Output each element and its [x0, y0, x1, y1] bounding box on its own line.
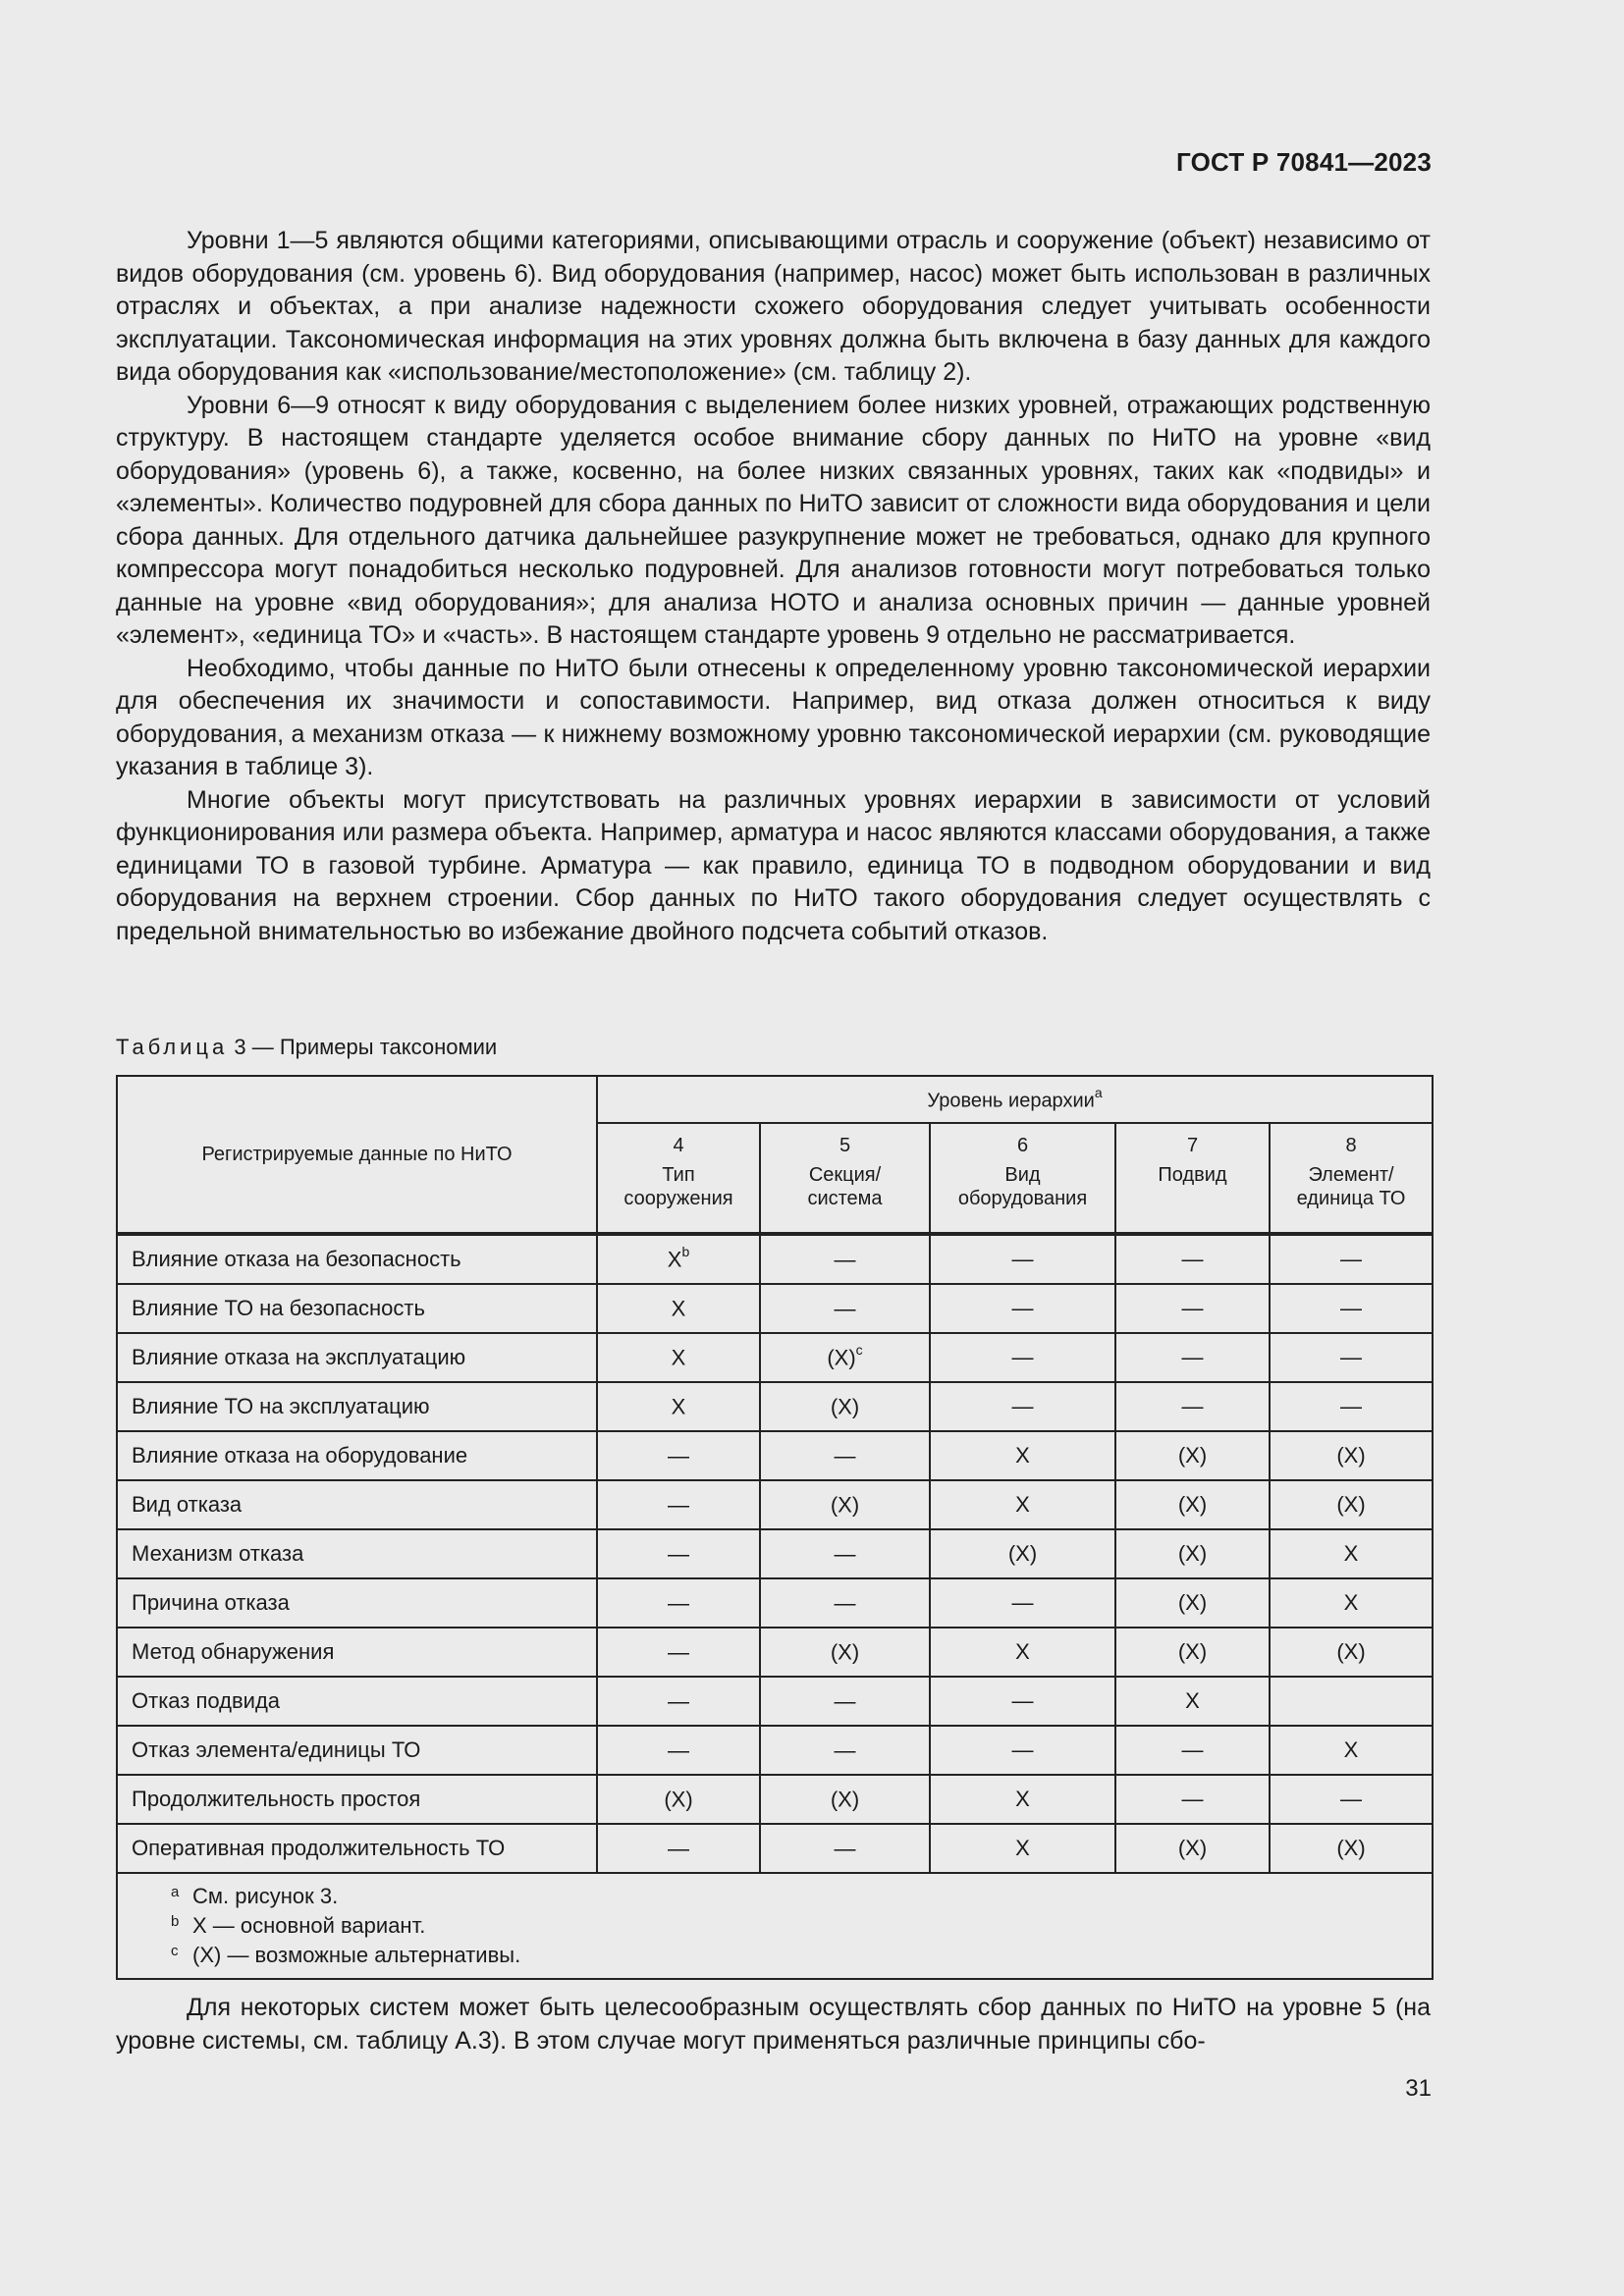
cell-level-8: X — [1270, 1529, 1433, 1578]
table-caption — [116, 1035, 497, 1060]
footnote-text: X — основной вариант. — [192, 1913, 426, 1938]
cell-level-6: X — [930, 1775, 1115, 1824]
header-level-7 — [1115, 1123, 1270, 1234]
table-row — [117, 1431, 1433, 1480]
header-level-8 — [1270, 1123, 1433, 1234]
header-hierarchy-level: Уровень иерархии$^a$ — [597, 1076, 1433, 1123]
cell-level-5: (X) — [760, 1628, 930, 1677]
paragraph: Необходимо, чтобы данные по НиТО были отнесены к определенному уровню таксономической иерархии для обеспечения их значимости и сопоставимости. Например, вид отказа должен относиться к виду оборудования, а механизм отказа — к нижнему возможному уровню таксономической иерархии (см. руководящие указания в таблице 3). — [116, 654, 1431, 780]
header-recorded-data: Регистрируемые данные по НиТО — [117, 1076, 597, 1234]
level-name-line1: Вид — [1004, 1164, 1041, 1186]
cell-level-7: — — [1115, 1333, 1270, 1382]
cell-level-4: — — [597, 1726, 760, 1775]
cell-level-5: (X) — [760, 1775, 930, 1824]
level-name-line1: Секция/ — [808, 1164, 882, 1186]
cell-level-5: $(X)^c$ — [760, 1333, 930, 1382]
row-label: Отказ элемента/единицы ТО — [117, 1726, 597, 1775]
footnote-text: См. рисунок 3. — [192, 1884, 339, 1908]
level-number: 4 — [673, 1135, 684, 1156]
footnote-ref: c — [855, 1342, 863, 1359]
row-label: Метод обнаружения — [117, 1628, 597, 1677]
cell-level-5: — — [760, 1824, 930, 1873]
paragraph: Уровни 1—5 являются общими категориями, описывающими отрасль и сооружение (объект) независимо от видов оборудования (см. уровень 6). Вид оборудования (например, насос) может быть использован в различных отраслях и объектах, а при анализе надежности схожего оборудования следует учитывать особенности эксплуатации. Таксономическая информация на этих уровнях должна быть включена в базу данных для каждого вида оборудования как «использование/местоположение» (см. таблицу 2). — [116, 227, 1431, 386]
cell-level-7: (X) — [1115, 1529, 1270, 1578]
header-level-6 — [930, 1123, 1115, 1234]
cell-level-7: — — [1115, 1234, 1270, 1284]
footnote — [171, 1882, 1432, 1911]
cell-level-6: — — [930, 1578, 1115, 1628]
level-name-line1: Элемент/ — [1308, 1164, 1394, 1186]
table-caption-prefix: Таблица — [116, 1035, 229, 1059]
row-label: Влияние отказа на оборудование — [117, 1431, 597, 1480]
cell-level-4: — — [597, 1480, 760, 1529]
table-row — [117, 1480, 1433, 1529]
table-footnotes-row — [117, 1873, 1433, 1979]
row-label: Отказ подвида — [117, 1677, 597, 1726]
cell-level-4: — — [597, 1628, 760, 1677]
cell-level-6: X — [930, 1431, 1115, 1480]
table-row — [117, 1382, 1433, 1431]
table-row — [117, 1529, 1433, 1578]
cell-level-4: — — [597, 1529, 760, 1578]
cell-level-5: — — [760, 1677, 930, 1726]
cell-level-8: — — [1270, 1382, 1433, 1431]
row-label: Причина отказа — [117, 1578, 597, 1628]
cell-level-6: — — [930, 1677, 1115, 1726]
cell-level-8: (X) — [1270, 1480, 1433, 1529]
level-number: 6 — [1016, 1135, 1029, 1156]
cell-level-5: (X) — [760, 1382, 930, 1431]
level-name-line1: Тип — [662, 1164, 695, 1186]
table-row — [117, 1578, 1433, 1628]
paragraph: Уровни 6—9 относят к виду оборудования с выделением более низких уровней, отражающих родственную структуру. В настоящем стандарте уделяется особое внимание сбору данных по НиТО на уровне «вид оборудования» (уровень 6), а также, косвенно, на более низких связанных уровнях, таких как «подвиды» и «элементы». Количество подуровней для сбора данных по НиТО зависит от сложности вида оборудования и цели сбора данных. Для отдельного датчика дальнейшее разукрупнение может не требоваться, однако для крупного компрессора могут понадобиться несколько подуровней. Для анализов готовности могут потребоваться только данные на уровне «вид оборудования»; для анализа НОТО и анализа основных причин — данные уровней «элемент», «единица ТО» и «часть». В настоящем стандарте уровень 9 отдельно не рассматривается. — [116, 391, 1431, 649]
row-label: Влияние отказа на эксплуатацию — [117, 1333, 597, 1382]
cell-level-7: (X) — [1115, 1431, 1270, 1480]
cell-level-6: (X) — [930, 1529, 1115, 1578]
paragraph: Для некоторых систем может быть целесообразным осуществлять сбор данных по НиТО на уровне 5 (на уровне системы, см. таблицу А.3). В этом случае могут применяться различные принципы сбо- — [116, 1994, 1431, 2055]
cell-level-6: X — [930, 1480, 1115, 1529]
row-label: Оперативная продолжительность ТО — [117, 1824, 597, 1873]
cell-level-8: (X) — [1270, 1431, 1433, 1480]
taxonomy-table — [116, 1075, 1434, 1980]
row-label: Влияние отказа на безопасность — [117, 1234, 597, 1284]
table-row — [117, 1234, 1433, 1284]
footnote — [171, 1911, 1432, 1941]
cell-level-4: X — [597, 1333, 760, 1382]
cell-level-4: (X) — [597, 1775, 760, 1824]
cell-level-5: — — [760, 1726, 930, 1775]
table-row — [117, 1726, 1433, 1775]
cell-level-8: (X) — [1270, 1628, 1433, 1677]
table-row — [117, 1775, 1433, 1824]
row-label: Вид отказа — [117, 1480, 597, 1529]
table-row — [117, 1677, 1433, 1726]
header-level-5 — [760, 1123, 930, 1234]
footnote-mark: c — [171, 1943, 179, 1959]
header-level-4 — [597, 1123, 760, 1234]
row-label: Влияние ТО на эксплуатацию — [117, 1382, 597, 1431]
footnote-mark: b — [171, 1913, 180, 1930]
cell-level-8: (X) — [1270, 1824, 1433, 1873]
cell-level-4: X — [597, 1382, 760, 1431]
cell-level-4: — — [597, 1431, 760, 1480]
table-row — [117, 1824, 1433, 1873]
table-footnotes — [117, 1873, 1433, 1979]
footnote-mark: a — [171, 1884, 180, 1900]
cell-level-7: — — [1115, 1382, 1270, 1431]
cell-level-4: — — [597, 1824, 760, 1873]
level-name-line2: сооружения — [623, 1188, 733, 1209]
cell-level-7: (X) — [1115, 1480, 1270, 1529]
cell-level-4: $X^b$ — [597, 1234, 760, 1284]
footnote — [171, 1941, 1432, 1970]
level-name-line2: оборудования — [957, 1188, 1088, 1209]
level-number: 7 — [1186, 1135, 1199, 1156]
cell-level-4: — — [597, 1578, 760, 1628]
page-number: 31 — [1405, 2075, 1432, 2102]
table-caption-title: 3 — Примеры таксономии — [228, 1035, 498, 1059]
cell-level-5: (X) — [760, 1480, 930, 1529]
cell-level-6: X — [930, 1628, 1115, 1677]
cell-level-6: — — [930, 1382, 1115, 1431]
cell-level-4: — — [597, 1677, 760, 1726]
cell-level-8: X — [1270, 1578, 1433, 1628]
table-row — [117, 1284, 1433, 1333]
cell-level-8: — — [1270, 1234, 1433, 1284]
cell-level-6: — — [930, 1284, 1115, 1333]
cell-level-5: — — [760, 1431, 930, 1480]
cell-level-5: — — [760, 1234, 930, 1284]
cell-level-7: — — [1115, 1284, 1270, 1333]
cell-level-7: — — [1115, 1775, 1270, 1824]
body-text — [116, 225, 1431, 948]
cell-level-6: — — [930, 1234, 1115, 1284]
cell-level-5: — — [760, 1578, 930, 1628]
row-label: Влияние ТО на безопасность — [117, 1284, 597, 1333]
cell-level-7: X — [1115, 1677, 1270, 1726]
cell-level-7: (X) — [1115, 1578, 1270, 1628]
cell-level-8: — — [1270, 1284, 1433, 1333]
row-label: Механизм отказа — [117, 1529, 597, 1578]
cell-level-8: X — [1270, 1726, 1433, 1775]
cell-level-6: X — [930, 1824, 1115, 1873]
cell-level-8: — — [1270, 1333, 1433, 1382]
cell-level-8 — [1270, 1677, 1433, 1726]
level-name-line1: Подвид — [1158, 1164, 1227, 1186]
row-label: Продолжительность простоя — [117, 1775, 597, 1824]
level-name-line2: единица ТО — [1296, 1188, 1406, 1209]
cell-level-7: — — [1115, 1726, 1270, 1775]
paragraph: Многие объекты могут присутствовать на различных уровнях иерархии в зависимости от условий функционирования или размера объекта. Например, арматура и насос являются классами оборудования, а также единицами ТО в газовой турбине. Арматура — как правило, единица ТО в подводном оборудовании и вид оборудования на верхнем строении. Сбор данных по НиТО такого оборудования следует осуществлять с предельной внимательностью во избежание двойного подсчета событий отказов. — [116, 785, 1431, 945]
level-number: 5 — [839, 1135, 851, 1156]
cell-level-4: X — [597, 1284, 760, 1333]
footnote-ref: a — [1094, 1084, 1103, 1100]
cell-level-5: — — [760, 1529, 930, 1578]
document-code: ГОСТ Р 70841—2023 — [1176, 147, 1432, 177]
footnote-ref: b — [681, 1244, 690, 1260]
table-row — [117, 1333, 1433, 1382]
closing-text — [116, 1992, 1431, 2057]
cell-level-5: — — [760, 1284, 930, 1333]
cell-level-6: — — [930, 1726, 1115, 1775]
cell-level-6: — — [930, 1333, 1115, 1382]
cell-level-7: (X) — [1115, 1628, 1270, 1677]
level-number: 8 — [1345, 1135, 1357, 1156]
table-row — [117, 1628, 1433, 1677]
cell-level-7: (X) — [1115, 1824, 1270, 1873]
footnote-text: (X) — возможные альтернативы. — [192, 1943, 521, 1967]
cell-level-8: — — [1270, 1775, 1433, 1824]
level-name-line2: система — [807, 1188, 883, 1209]
